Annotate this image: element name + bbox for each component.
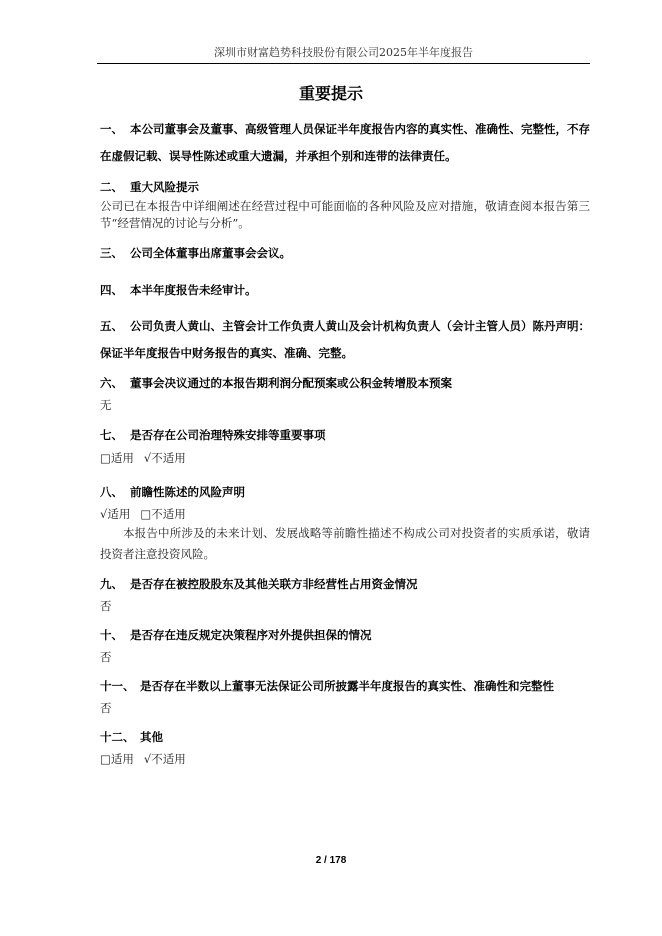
section-5 [100, 313, 590, 367]
section-heading [100, 577, 590, 592]
section-heading [100, 679, 590, 694]
section-6 [100, 376, 590, 413]
section-number: 二、 [100, 180, 123, 194]
option-applicable: □适用 [100, 451, 134, 465]
applicability-options [100, 506, 590, 522]
section-heading-text: 其他 [140, 730, 163, 744]
section-heading [100, 485, 590, 500]
section-2 [100, 180, 590, 232]
option-applicable: √适用 [100, 507, 131, 521]
option-not-applicable: √不适用 [143, 752, 186, 766]
page-number: 2 / 178 [315, 855, 347, 866]
section-number: 四、 [100, 283, 123, 297]
section-body: 无 [100, 398, 112, 412]
section-heading-text: 董事会决议通过的本报告期利润分配预案或公积金转增股本预案 [130, 376, 452, 390]
section-heading-text: 是否存在被控股股东及其他关联方非经营性占用资金情况 [130, 577, 418, 591]
section-heading-text: 是否存在公司治理特殊安排等重要事项 [130, 428, 326, 442]
section-body: 本报告中所涉及的未来计划、发展战略等前瞻性描述不构成公司对投资者的实质承诺，敬请投资者注意投资风险。 [100, 526, 590, 561]
section-heading-text: 公司全体董事出席董事会会议。 [130, 246, 291, 260]
section-8 [100, 485, 590, 565]
section-number: 五、 [100, 319, 123, 333]
applicability-options [100, 751, 590, 767]
option-not-applicable: □不适用 [140, 507, 186, 521]
section-heading [100, 376, 590, 391]
section-heading-text: 本半年度报告未经审计。 [130, 283, 257, 297]
section-text: 公司负责人黄山、主管会计工作负责人黄山及会计机构负责人（会计主管人员）陈丹声明：保证半年度报告中财务报告的真实、准确、完整。 [100, 319, 590, 360]
section-7 [100, 428, 590, 466]
section-heading [100, 628, 590, 643]
section-heading-text: 重大风险提示 [130, 180, 199, 194]
section-number: 一、 [100, 122, 123, 136]
option-applicable: □适用 [100, 752, 134, 766]
section-number: 十、 [100, 628, 123, 642]
section-number: 三、 [100, 246, 123, 260]
section-3 [100, 246, 590, 261]
section-number: 七、 [100, 428, 123, 442]
section-number: 十二、 [100, 730, 135, 744]
section-number: 六、 [100, 376, 123, 390]
section-1 [100, 116, 590, 170]
section-heading [100, 428, 590, 443]
applicability-options [100, 450, 590, 466]
section-4 [100, 283, 590, 298]
section-text: 本公司董事会及董事、高级管理人员保证半年度报告内容的真实性、准确性、完整性，不存在虚假记载、误导性陈述或重大遗漏，并承担个别和连带的法律责任。 [100, 122, 590, 163]
section-heading-text: 是否存在半数以上董事无法保证公司所披露半年度报告的真实性、准确性和完整性 [140, 679, 554, 693]
section-11 [100, 679, 590, 716]
section-number: 十一、 [100, 679, 135, 693]
option-not-applicable: √不适用 [143, 451, 186, 465]
page-title: 重要提示 [298, 84, 363, 103]
section-12 [100, 730, 590, 767]
section-heading [100, 180, 590, 195]
section-number: 八、 [100, 485, 123, 499]
section-10 [100, 628, 590, 665]
section-body: 否 [100, 701, 112, 715]
section-9 [100, 577, 590, 614]
header-divider [97, 63, 590, 64]
section-heading [100, 730, 590, 745]
section-heading-text: 是否存在违反规定决策程序对外提供担保的情况 [130, 628, 372, 642]
section-heading-text: 前瞻性陈述的风险声明 [130, 485, 245, 499]
section-body: 否 [100, 599, 112, 613]
section-body: 公司已在本报告中详细阐述在经营过程中可能面临的各种风险及应对措施，敬请查阅本报告第三节“经营情况的讨论与分析”。 [100, 199, 590, 230]
section-body: 否 [100, 650, 112, 664]
section-number: 九、 [100, 577, 123, 591]
running-header: 深圳市财富趋势科技股份有限公司2025年半年度报告 [214, 46, 473, 59]
